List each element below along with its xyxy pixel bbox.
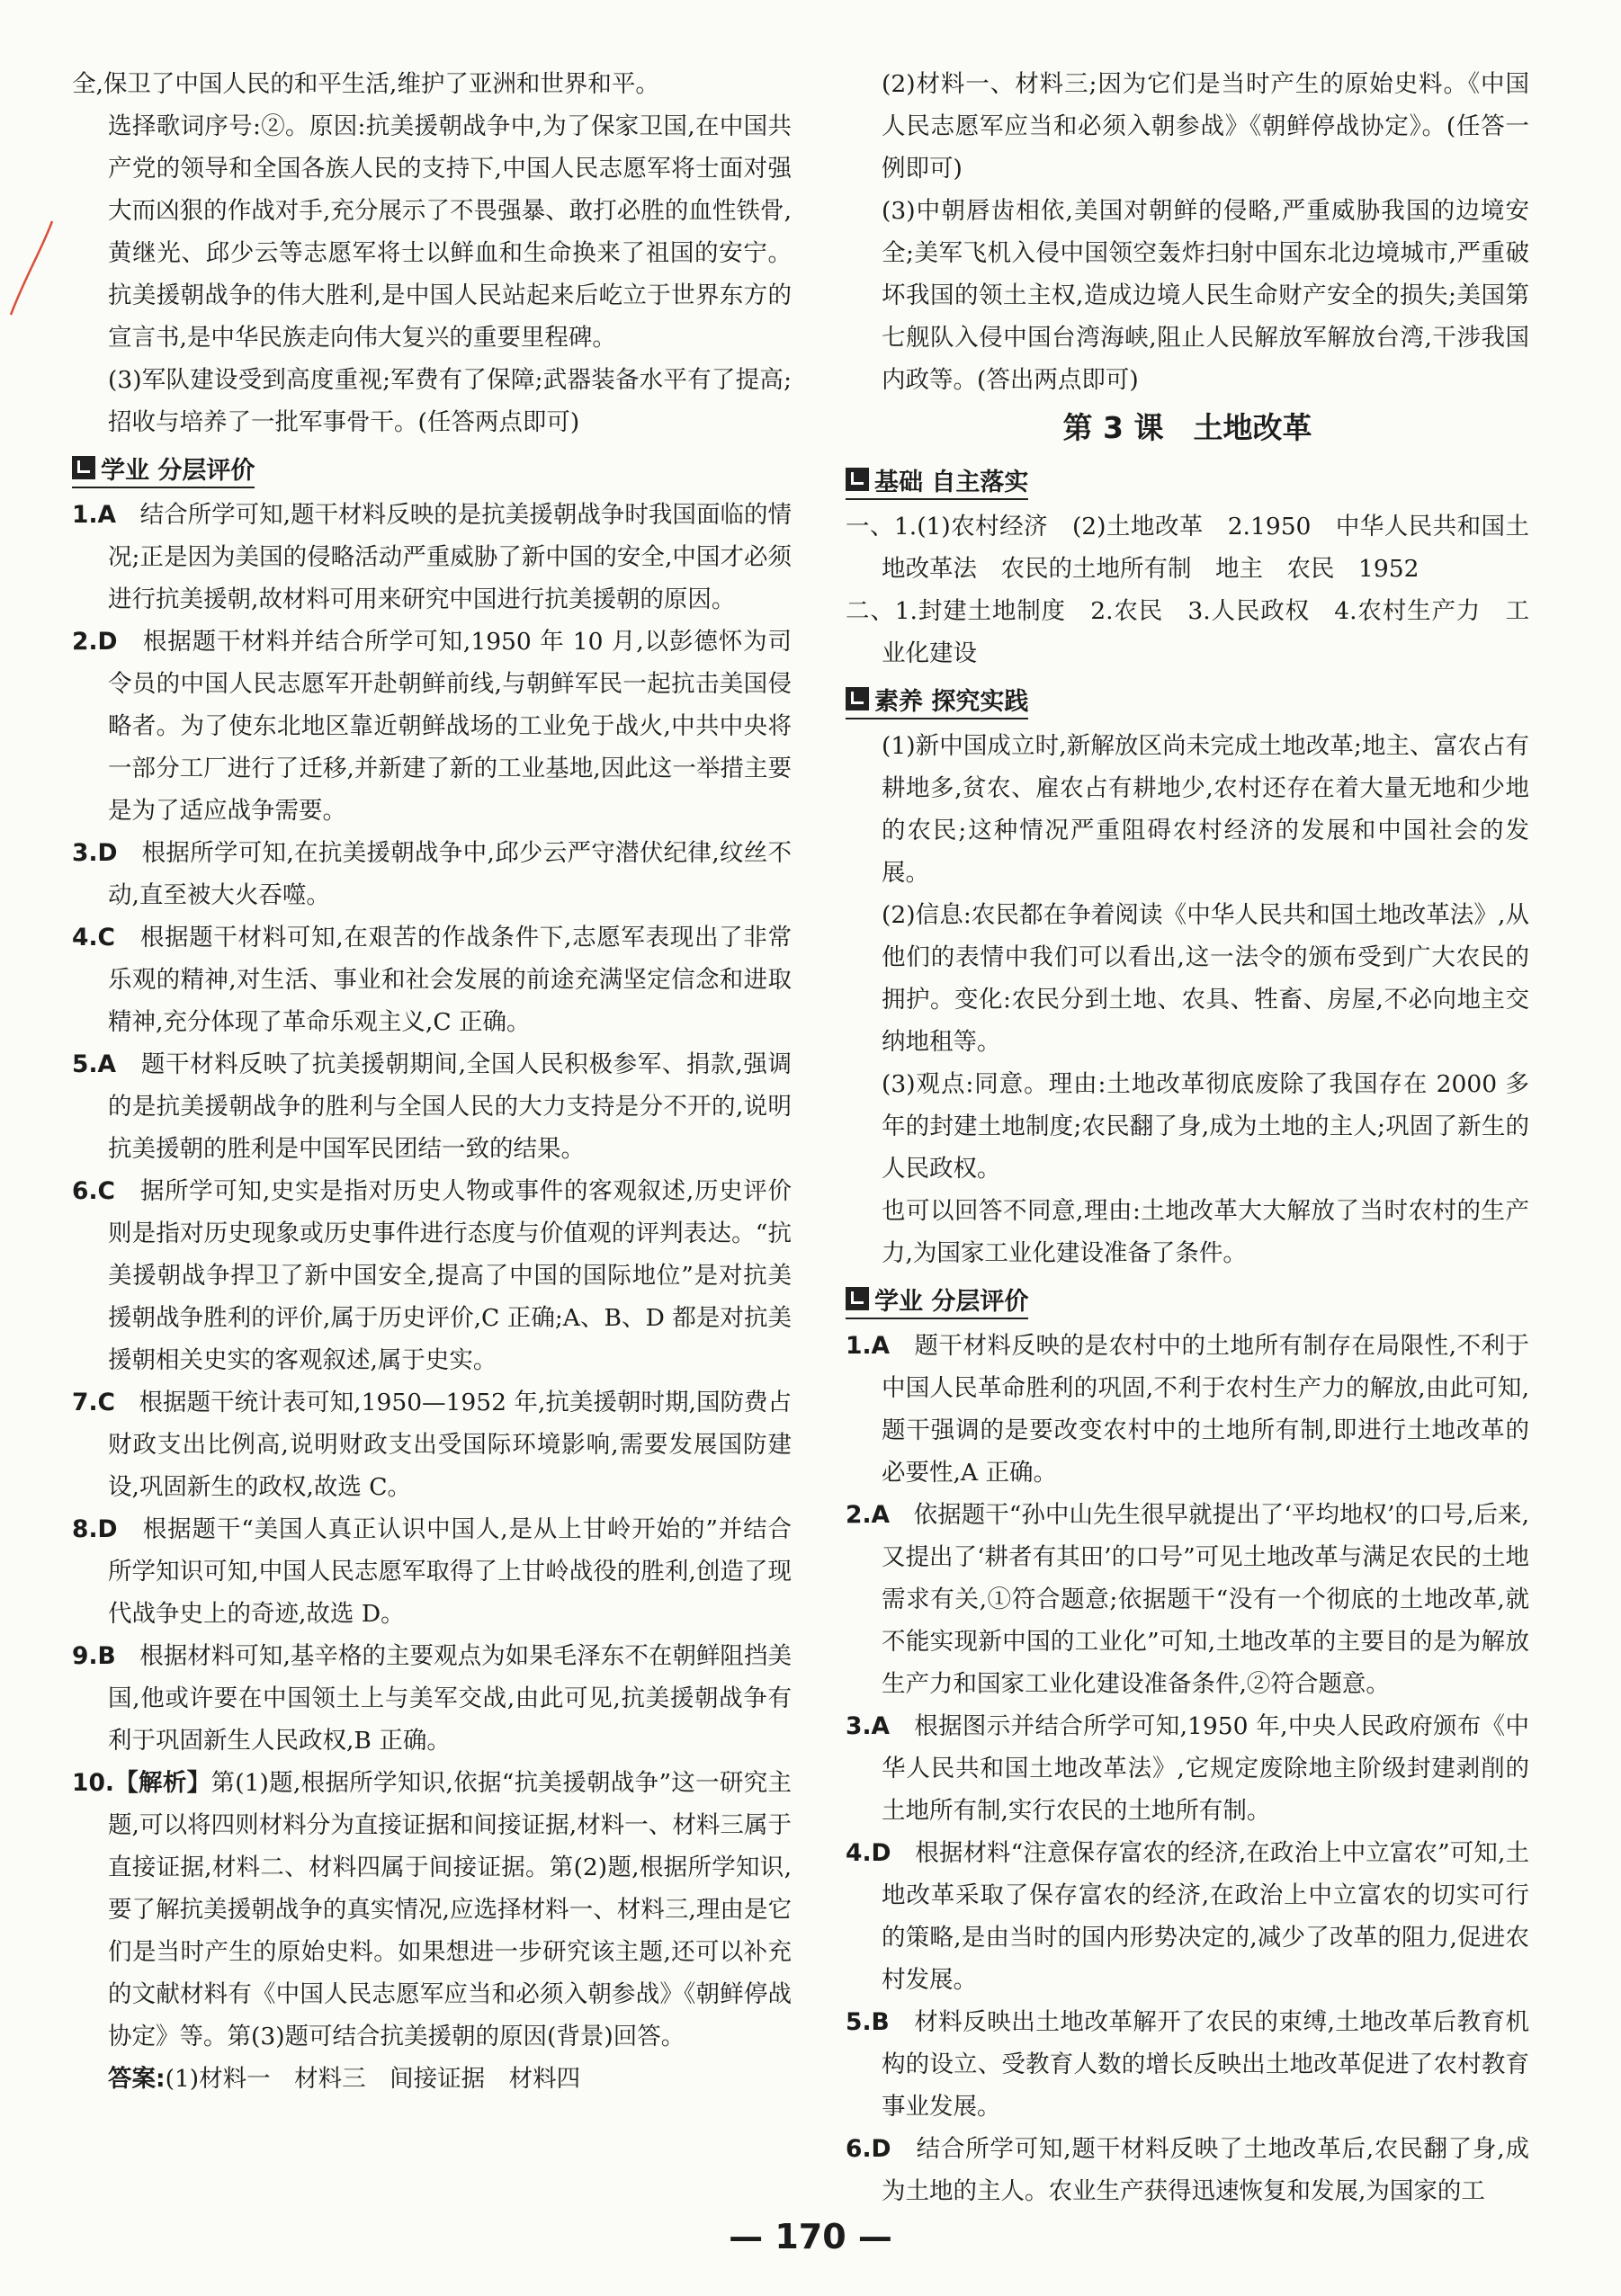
answer-item: 6.D 结合所学可知,题干材料反映了土地改革后,农民翻了身,成为土地的主人。农业生产获得迅速恢复和发展,为国家的工 (846, 2135, 1530, 2205)
basics-item: 二、1.封建土地制度 2.农民 3.人民政权 4.农村生产力 工业化建设 (846, 597, 1529, 667)
practice-para: (3)观点:同意。理由:土地改革彻底废除了我国存在 2000 多年的封建土地制度;农民翻了身,成为土地的主人;巩固了新生的人民政权。 (882, 1070, 1529, 1183)
answer-line: 答案:(1)材料一 材料三 间接证据 材料四 (108, 2065, 581, 2093)
check-box-icon (846, 1287, 869, 1310)
red-pen-mark (5, 214, 59, 322)
answer-item: 6.C 据所学可知,史实是指对历史人物或事件的客观叙述,历史评价则是指对历史现象或历史事件进行态度与价值观的评判表达。“抗美援朝战争捍卫了新中国安全,提高了中国的国际地位”是对抗美援朝战争胜利的评价,属于历史评价,C 正确;A、B、D 都是对抗美援朝相关史实的客观叙述,属于史实。 (72, 1177, 792, 1374)
check-box-icon (72, 456, 95, 479)
section-header-practice (846, 680, 1028, 719)
check-box-icon (846, 468, 869, 491)
check-box-icon (846, 687, 869, 710)
answer-item: 5.A 题干材料反映了抗美援朝期间,全国人民积极参军、捐款,强调的是抗美援朝战争的胜利与全国人民的大力支持是分不开的,说明抗美援朝的胜利是中国军民团结一致的结果。 (72, 1050, 792, 1163)
section-header-evaluation (846, 1280, 1028, 1319)
answer-item: 8.D 根据题干“美国人真正认识中国人,是从上甘岭开始的”并结合所学知识可知,中国人民志愿军取得了上甘岭战役的胜利,创造了现代战争史上的奇迹,故选 D。 (72, 1515, 793, 1628)
answer-item: 1.A 结合所学可知,题干材料反映的是抗美援朝战争时我国面临的情况;正是因为美国的侵略活动严重威胁了新中国的安全,中国才必须进行抗美援朝,故材料可用来研究中国进行抗美援朝的原因。 (72, 501, 792, 613)
section-title: 学业 分层评价 (874, 1287, 1029, 1316)
practice-para: (1)新中国成立时,新解放区尚未完成土地改革;地主、富农占有耕地多,贫农、雇农占有耕地少,农村还存在着大量无地和少地的农民;这种情况严重阻碍农村经济的发展和中国社会的发展。 (882, 732, 1529, 887)
answer-item: 2.D 根据题干材料并结合所学可知,1950 年 10 月,以彭德怀为司令员的中国人民志愿军开赴朝鲜前线,与朝鲜军民一起抗击美国侵略者。为了使东北地区靠近朝鲜战场的工业免于战火,中共中央将一部分工厂进行了迁移,并新建了新的工业基地,因此这一举措主要是为了适应战争需要。 (72, 628, 793, 825)
section-title: 素养 探究实践 (874, 687, 1029, 716)
practice-para: (2)信息:农民都在争着阅读《中华人民共和国土地改革法》,从他们的表情中我们可以看出,这一法令的颁布受到广大农民的拥护。变化:农民分到土地、农具、牲畜、房屋,不必向地主交纳地租等。 (882, 901, 1529, 1056)
basics-item: 一、1.(1)农村经济 (2)土地改革 2.1950 中华人民共和国土地改革法 农民的土地所有制 地主 农民 1952 (846, 513, 1529, 583)
section-header-basics (846, 460, 1028, 500)
answer-item: 7.C 根据题干统计表可知,1950—1952 年,抗美援朝时期,国防费占财政支出比例高,说明财政支出受国际环境影响,需要发展国防建设,巩固新生的政权,故选 C。 (72, 1389, 793, 1501)
answer-item: 9.B 根据材料可知,基辛格的主要观点为如果毛泽东不在朝鲜阻挡美国,他或许要在中国领土上与美军交战,由此可见,抗美援朝战争有利于巩固新生人民政权,B 正确。 (72, 1642, 792, 1755)
left-column (72, 63, 792, 2100)
continued-para-2: (3)中朝唇齿相依,美国对朝鲜的侵略,严重威胁我国的边境安全;美军飞机入侵中国领空轰炸扫射中国东北边境城市,严重破坏我国的领土主权,造成边境人民生命财产安全的损失;美国第七舰队入侵中国台湾海峡,阻止人民解放军解放台湾,干涉我国内政等。(答出两点即可) (882, 197, 1529, 394)
continued-para-1: (2)材料一、材料三;因为它们是当时产生的原始史料。《中国人民志愿军应当和必须入朝参战》《朝鲜停战协定》。(任答一例即可) (882, 70, 1529, 183)
answer-item: 4.D 根据材料“注意保存富农的经济,在政治上中立富农”可知,土地改革采取了保存富农的经济,在政治上中立富农的切实可行的策略,是由当时的国内形势决定的,减少了改革的阻力,促进农村发展。 (846, 1839, 1529, 1994)
right-column (846, 63, 1529, 2212)
answer-item: 5.B 材料反映出土地改革解开了农民的束缚,土地改革后教育机构的设立、受教育人数的增长反映出土地改革促进了农村教育事业发展。 (846, 2008, 1529, 2121)
section-title: 基础 自主落实 (874, 468, 1029, 496)
answer-item: 1.A 题干材料反映的是农村中的土地所有制存在局限性,不利于中国人民革命胜利的巩固,不利于农村生产力的解放,由此可知,题干强调的是要改变农村中的土地所有制,即进行土地改革的必要性,A 正确。 (846, 1332, 1529, 1487)
lesson-title: 第 3 课 土地改革 (1062, 410, 1312, 445)
page-number: — 170 — (729, 2217, 892, 2256)
intro-para-3: (3)军队建设受到高度重视;军费有了保障;武器装备水平有了提高;招收与培养了一批军事骨干。(任答两点即可) (108, 366, 792, 436)
answer-item: 4.C 根据题干材料可知,在艰苦的作战条件下,志愿军表现出了非常乐观的精神,对生活、事业和社会发展的前途充满坚定信念和进取精神,充分体现了革命乐观主义,C 正确。 (72, 924, 792, 1036)
answer-item-10: 10.【解析】第(1)题,根据所学知识,依据“抗美援朝战争”这一研究主题,可以将四则材料分为直接证据和间接证据,材料一、材料三属于直接证据,材料二、材料四属于间接证据。第(2)题,根据所学知识,要了解抗美援朝战争的真实情况,应选择材料一、材料三,理由是它们是当时产生的原始史料。如果想进一步研究该主题,还可以补充的文献材料有《中国人民志愿军应当和必须入朝参战》《朝鲜停战协定》等。第(3)题可结合抗美援朝的原因(背景)回答。 (72, 1769, 793, 2050)
answer-item: 3.A 根据图示并结合所学可知,1950 年,中央人民政府颁布《中华人民共和国土地改革法》,它规定废除地主阶级封建剥削的土地所有制,实行农民的土地所有制。 (846, 1712, 1529, 1825)
section-header-evaluation (72, 449, 255, 488)
section-title: 学业 分层评价 (101, 456, 255, 485)
answer-item: 2.A 依据题干“孙中山先生很早就提出了‘平均地权’的口号,后来,又提出了‘耕者有其田’的口号”可见土地改革与满足农民的土地需求有关,①符合题意;依据题干“没有一个彻底的土地改革,就不能实现新中国的工业化”可知,土地改革的主要目的是为解放生产力和国家工业化建设准备条件,②符合题意。 (846, 1501, 1530, 1698)
intro-para-2: 选择歌词序号:②。原因:抗美援朝战争中,为了保家卫国,在中国共产党的领导和全国各族人民的支持下,中国人民志愿军将士面对强大而凶狠的作战对手,充分展示了不畏强暴、敢打必胜的血性铁骨,黄继光、邱少云等志愿军将士以鲜血和生命换来了祖国的安宁。抗美援朝战争的伟大胜利,是中国人民站起来后屹立于世界东方的宣言书,是中华民族走向伟大复兴的重要里程碑。 (108, 112, 792, 352)
answer-item: 3.D 根据所学可知,在抗美援朝战争中,邱少云严守潜伏纪律,纹丝不动,直至被大火吞噬。 (72, 839, 793, 909)
intro-para-1: 全,保卫了中国人民的和平生活,维护了亚洲和世界和平。 (72, 70, 659, 98)
practice-para: 也可以回答不同意,理由:土地改革大大解放了当时农村的生产力,为国家工业化建设准备了条件。 (882, 1197, 1529, 1267)
